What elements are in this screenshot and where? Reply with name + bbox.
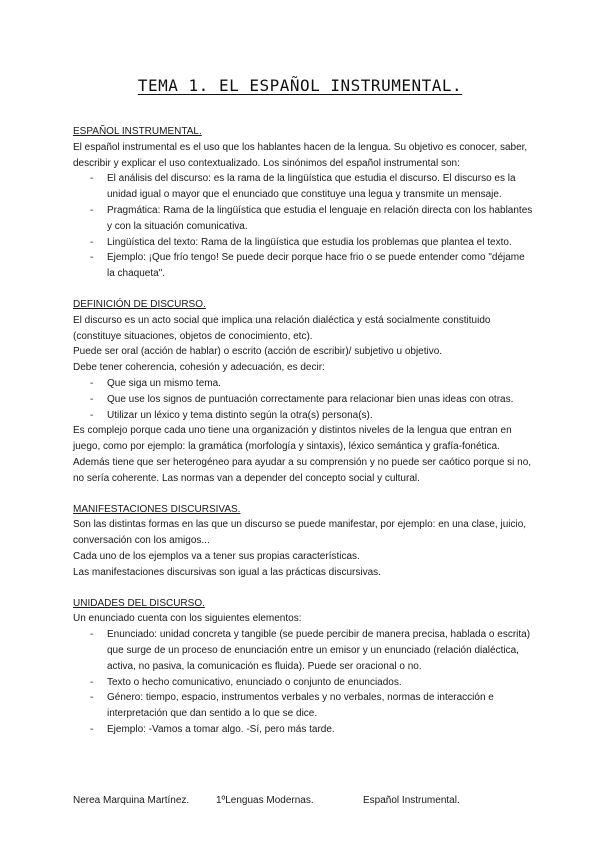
footer-course: 1ºLenguas Modernas.: [216, 795, 314, 806]
section-definicion-discurso: [73, 297, 533, 487]
paragraph: Además tiene que ser heterogéneo para ayudar a su comprensión y no puede ser caótico porque si no, no sería coherente. Las normas van a depender del concepto social y cultural.: [73, 456, 532, 484]
paragraph: Son las distintas formas en las que un discurso se puede manifestar, por ejemplo: en una clase, juicio, conversación con los amigos...: [73, 519, 527, 547]
paragraph: El español instrumental es el uso que los hablantes hacen de la lengua. Su objetivo es conocer, saber, describir y explicar el uso contextualizado. Los sinónimos del español instrumental son:: [73, 141, 528, 169]
paragraph: Debe tener coherencia, cohesión y adecuación, es decir:: [73, 362, 325, 374]
paragraph: Las manifestaciones discursivas son igual a las prácticas discursivas.: [73, 566, 381, 578]
paragraph: Un enunciado cuenta con los siguientes elementos:: [73, 613, 302, 625]
list-item: - Que use los signos de puntuación correctamente para relacionar bien unas ideas con otras.: [73, 392, 533, 408]
list-item: - Género: tiempo, espacio, instrumentos verbales y no verbales, normas de interacción e interpretación que dan sentido a lo que se dice.: [73, 690, 533, 722]
list-item: - Ejemplo: ¡Que frío tengo! Se puede decir porque hace frio o se puede entender como "déjame la chaqueta".: [73, 250, 533, 282]
section-manifestaciones-discursivas: [73, 502, 533, 581]
paragraph: Cada uno de los ejemplos va a tener sus propias características.: [73, 550, 360, 562]
list-item: - Ejemplo: -Vamos a tomar algo. -Sí, pero más tarde.: [73, 722, 533, 738]
list-item: - Texto o hecho comunicativo, enunciado o conjunto de enunciados.: [73, 675, 533, 691]
list-item: - El análisis del discurso: es la rama de la lingüística que estudia el discurso. El discurso es la unidad igual o mayor que el enunciado que constituye una legua y transmite un mensaje.: [73, 171, 533, 203]
bullet-list: [73, 376, 533, 423]
bullet-list: [73, 627, 533, 738]
paragraph: Es complejo porque cada uno tiene una organización y distintos niveles de la lengua que entran en juego, como por ejemplo: la gramática (morfología y sintaxis), léxico semántica y grafía-fonética.: [73, 425, 512, 453]
section-heading: DEFINICIÓN DE DISCURSO.: [73, 298, 206, 310]
bullet-list: [73, 171, 533, 282]
list-item: - Que siga un mismo tema.: [73, 376, 533, 392]
section-heading: UNIDADES DEL DISCURSO.: [73, 597, 205, 609]
list-item: - Utilizar un léxico y tema distinto según la otra(s) persona(s).: [73, 408, 533, 424]
footer-subject: Español Instrumental.: [363, 795, 460, 806]
paragraph: El discurso es un acto social que implica una relación dialéctica y está socialmente constituido (constituye situaciones, objetos de conocimiento, etc).: [73, 314, 491, 342]
list-item: - Enunciado: unidad concreta y tangible (se puede percibir de manera precisa, hablada o escrita) que surge de un proceso de enunciación entre un emisor y un enunciado (relación dialéctica, activa, no pasiva, la comunicación es fluida). Puede ser oracional o no.: [73, 627, 533, 674]
section-unidades-discurso: [73, 596, 533, 738]
section-heading: ESPAÑOL INSTRUMENTAL.: [73, 126, 202, 137]
list-item: - Lingüística del texto: Rama de la lingüística que estudia los problemas que plantea el texto.: [73, 235, 533, 251]
document-title: TEMA 1. EL ESPAÑOL INSTRUMENTAL.: [137, 76, 463, 95]
section-heading: MANIFESTACIONES DISCURSIVAS.: [73, 503, 241, 515]
list-item: - Pragmática: Rama de la lingüística que estudia el lenguaje en relación directa con los hablantes y con la situación comunicativa.: [73, 203, 533, 235]
section-espanol-instrumental: [73, 124, 533, 282]
document-body: [73, 124, 533, 753]
footer-author: Nerea Marquina Martínez.: [73, 795, 190, 806]
paragraph: Puede ser oral (acción de hablar) o escrito (acción de escribir)/ subjetivo u objetivo.: [73, 346, 443, 358]
